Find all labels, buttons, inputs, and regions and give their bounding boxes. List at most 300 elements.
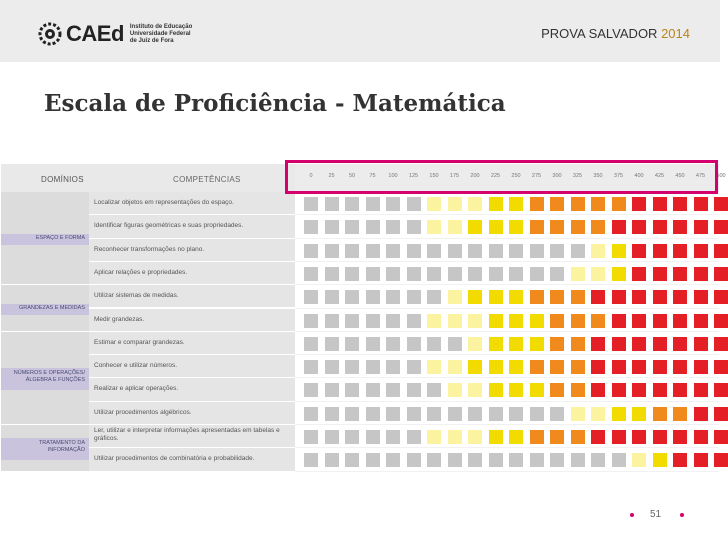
scale-cell — [386, 360, 400, 374]
scale-cell — [448, 197, 462, 211]
scale-cell — [304, 453, 318, 467]
scale-cell — [489, 267, 503, 281]
scale-cell — [325, 314, 339, 328]
scale-cell — [591, 267, 605, 281]
scale-cell — [407, 244, 421, 258]
scale-cell — [591, 290, 605, 304]
footer-dot — [630, 513, 634, 517]
scale-label: 25 — [328, 173, 335, 179]
scale-cell — [386, 337, 400, 351]
competencia-label: Medir grandezas. — [94, 315, 145, 323]
scale-cell — [550, 290, 564, 304]
scale-label: 500 — [716, 173, 726, 179]
domain-label: GRANDEZAS E MEDIDAS — [1, 304, 89, 316]
scale-label: 475 — [695, 173, 706, 179]
scale-cell — [612, 383, 626, 397]
scale-cell — [366, 220, 380, 234]
scale-cell — [632, 383, 646, 397]
slide-header — [0, 0, 720, 62]
scale-cell — [325, 383, 339, 397]
scale-cell — [345, 267, 359, 281]
scale-cell — [304, 360, 318, 374]
scale-cell — [612, 244, 626, 258]
row-divider — [295, 354, 719, 355]
scale-cell — [653, 220, 667, 234]
scale-cell — [386, 383, 400, 397]
scale-cell — [632, 244, 646, 258]
scale-cell — [468, 314, 482, 328]
scale-cell — [673, 337, 687, 351]
row-divider — [295, 284, 719, 285]
scale-cell — [714, 290, 728, 304]
scale-cell — [632, 407, 646, 421]
scale-cell — [325, 337, 339, 351]
scale-cell — [530, 337, 544, 351]
scale-cell — [714, 314, 728, 328]
scale-cell — [325, 197, 339, 211]
scale-cell — [530, 407, 544, 421]
scale-label: 300 — [552, 173, 562, 179]
scale-cell — [509, 360, 523, 374]
scale-cell — [673, 290, 687, 304]
scale-label: 325 — [572, 173, 583, 179]
scale-cell — [550, 407, 564, 421]
scale-cell — [468, 430, 482, 444]
scale-cell — [571, 290, 585, 304]
scale-cell — [366, 360, 380, 374]
scale-cell — [612, 290, 626, 304]
scale-cell — [612, 407, 626, 421]
row-divider — [295, 331, 719, 332]
scale-cell — [653, 267, 667, 281]
scale-cell — [489, 197, 503, 211]
scale-cell — [714, 220, 728, 234]
scale-cell — [653, 453, 667, 467]
scale-cell — [694, 314, 708, 328]
competencia-label: Utilizar sistemas de medidas. — [94, 292, 179, 300]
scale-cell — [366, 267, 380, 281]
scale-cell — [550, 244, 564, 258]
scale-cell — [653, 407, 667, 421]
scale-cell — [489, 220, 503, 234]
scale-cell — [489, 337, 503, 351]
scale-cell — [509, 314, 523, 328]
competencia-row — [89, 425, 295, 448]
scale-cell — [407, 314, 421, 328]
scale-cell — [345, 407, 359, 421]
competencia-row — [89, 215, 295, 238]
scale-cell — [407, 383, 421, 397]
scale-cell — [386, 430, 400, 444]
prova-label: PROVA SALVADOR 2014 — [541, 26, 690, 41]
scale-cell — [304, 197, 318, 211]
scale-cell — [468, 197, 482, 211]
scale-cell — [509, 220, 523, 234]
scale-cell — [489, 407, 503, 421]
scale-cell — [468, 220, 482, 234]
scale-cell — [530, 244, 544, 258]
scale-cell — [591, 430, 605, 444]
scale-cell — [407, 267, 421, 281]
scale-cell — [530, 430, 544, 444]
scale-cell — [714, 244, 728, 258]
scale-cell — [530, 290, 544, 304]
scale-cell — [530, 360, 544, 374]
scale-cell — [591, 407, 605, 421]
scale-cell — [673, 360, 687, 374]
scale-cell — [427, 430, 441, 444]
scale-cell — [653, 244, 667, 258]
scale-cell — [550, 337, 564, 351]
scale-cell — [653, 197, 667, 211]
scale-cell — [550, 453, 564, 467]
competencia-row — [89, 285, 295, 308]
scale-cell — [448, 337, 462, 351]
scale-cell — [591, 383, 605, 397]
scale-cell — [448, 430, 462, 444]
row-divider — [295, 214, 719, 215]
scale-cell — [407, 407, 421, 421]
scale-cell — [366, 244, 380, 258]
scale-cell — [632, 360, 646, 374]
scale-cell — [571, 244, 585, 258]
caed-logo — [38, 20, 192, 48]
scale-cell — [530, 453, 544, 467]
scale-cell — [571, 453, 585, 467]
scale-cell — [427, 453, 441, 467]
scale-cell — [653, 290, 667, 304]
scale-cell — [694, 337, 708, 351]
scale-cell — [345, 453, 359, 467]
scale-cell — [632, 267, 646, 281]
scale-cell — [673, 244, 687, 258]
scale-cell — [694, 360, 708, 374]
scale-cell — [591, 314, 605, 328]
scale-cell — [612, 197, 626, 211]
scale-cell — [386, 267, 400, 281]
scale-cell — [448, 290, 462, 304]
scale-cell — [571, 407, 585, 421]
scale-cell — [550, 267, 564, 281]
scale-cell — [407, 197, 421, 211]
scale-label: 175 — [449, 173, 460, 179]
competencia-label: Utilizar procedimentos algébricos. — [94, 408, 192, 416]
competencia-row — [89, 192, 295, 215]
scale-cell — [345, 197, 359, 211]
scale-cell — [366, 407, 380, 421]
scale-cell — [325, 360, 339, 374]
scale-cell — [612, 337, 626, 351]
scale-cell — [632, 453, 646, 467]
scale-cell — [366, 430, 380, 444]
scale-cell — [530, 197, 544, 211]
competencia-label: Ler, utilizar e interpretar informações apresentadas em tabelas e gráficos. — [94, 427, 280, 442]
competencia-label: Aplicar relações e propriedades. — [94, 268, 188, 276]
competencia-label: Reconhecer transformações no plano. — [94, 245, 205, 253]
scale-cell — [427, 220, 441, 234]
scale-cell — [530, 383, 544, 397]
scale-label: 125 — [408, 173, 419, 179]
scale-cell — [591, 197, 605, 211]
scale-cell — [304, 267, 318, 281]
scale-cell — [489, 244, 503, 258]
scale-cell — [407, 360, 421, 374]
scale-cell — [407, 430, 421, 444]
scale-cell — [714, 407, 728, 421]
scale-cell — [632, 290, 646, 304]
competencia-row — [89, 239, 295, 262]
scale-cell — [550, 383, 564, 397]
scale-cell — [407, 220, 421, 234]
scale-cell — [509, 244, 523, 258]
scale-cell — [366, 314, 380, 328]
scale-cell — [386, 453, 400, 467]
scale-cell — [550, 220, 564, 234]
scale-cell — [550, 360, 564, 374]
scale-cell — [673, 383, 687, 397]
domains-header: DOMÍNIOS — [41, 175, 84, 184]
logo-text: CAEd — [66, 21, 124, 46]
scale-cell — [632, 220, 646, 234]
scale-cell — [653, 360, 667, 374]
scale-cell — [304, 290, 318, 304]
domain-label: TRATAMENTO DA INFORMAÇÃO — [1, 438, 89, 460]
scale-cell — [509, 407, 523, 421]
scale-cell — [386, 290, 400, 304]
scale-cell — [386, 314, 400, 328]
scale-cell — [694, 244, 708, 258]
domain-label: NÚMEROS E OPERAÇÕES/ ÁLGEBRA E FUNÇÕES — [1, 368, 89, 390]
scale-cell — [571, 383, 585, 397]
scale-cell — [386, 407, 400, 421]
scale-cell — [694, 220, 708, 234]
competencia-label: Localizar objetos em representações do espaço. — [94, 199, 234, 206]
scale-cell — [571, 197, 585, 211]
scale-cell — [632, 337, 646, 351]
scale-highlight-box — [285, 160, 718, 194]
scale-cell — [530, 267, 544, 281]
scale-label: 200 — [470, 173, 480, 179]
scale-cell — [632, 430, 646, 444]
scale-cell — [345, 360, 359, 374]
table-header-left — [1, 164, 295, 192]
competencia-row — [89, 309, 295, 332]
competencia-row — [89, 262, 295, 285]
row-divider — [295, 308, 719, 309]
competencia-row — [89, 332, 295, 355]
scale-cell — [673, 267, 687, 281]
scale-label: 100 — [388, 173, 398, 179]
scale-cell — [345, 220, 359, 234]
scale-cell — [325, 220, 339, 234]
footer-dot — [680, 513, 684, 517]
scale-cell — [468, 337, 482, 351]
scale-cell — [427, 337, 441, 351]
scale-cell — [468, 360, 482, 374]
scale-cell — [714, 267, 728, 281]
scale-cell — [612, 314, 626, 328]
scale-label: 75 — [369, 173, 376, 179]
scale-cell — [673, 314, 687, 328]
scale-cell — [427, 244, 441, 258]
scale-cell — [571, 337, 585, 351]
scale-label: 450 — [675, 173, 685, 179]
scale-cell — [468, 383, 482, 397]
scale-cell — [509, 430, 523, 444]
scale-label: 425 — [654, 173, 665, 179]
scale-cell — [427, 360, 441, 374]
competencia-row — [89, 355, 295, 378]
scale-cell — [653, 430, 667, 444]
competencia-label: Realizar e aplicar operações. — [94, 385, 179, 393]
row-divider — [295, 401, 719, 402]
scale-label: 150 — [429, 173, 439, 179]
scale-cell — [489, 360, 503, 374]
scale-label: 225 — [490, 173, 501, 179]
gear-logo-icon — [38, 22, 62, 46]
slide-title: Escala de Proficiência - Matemática — [44, 90, 506, 117]
scale-cell — [427, 383, 441, 397]
competencia-label: Estimar e comparar grandezas. — [94, 338, 185, 346]
scale-cell — [612, 267, 626, 281]
scale-cell — [653, 337, 667, 351]
scale-cell — [427, 197, 441, 211]
scale-cell — [714, 360, 728, 374]
scale-cell — [530, 220, 544, 234]
scale-cell — [694, 407, 708, 421]
scale-cell — [509, 337, 523, 351]
scale-cell — [694, 430, 708, 444]
scale-cell — [345, 383, 359, 397]
scale-cell — [325, 290, 339, 304]
scale-cell — [448, 453, 462, 467]
competencia-row — [89, 448, 295, 471]
scale-cell — [509, 290, 523, 304]
scale-cell — [694, 383, 708, 397]
scale-cell — [407, 290, 421, 304]
scale-cell — [386, 197, 400, 211]
scale-cell — [304, 314, 318, 328]
scale-cell — [550, 314, 564, 328]
scale-cell — [571, 360, 585, 374]
scale-cell — [612, 220, 626, 234]
scale-cell — [530, 314, 544, 328]
scale-cell — [673, 430, 687, 444]
scale-cell — [386, 220, 400, 234]
scale-label: 400 — [634, 173, 644, 179]
scale-cell — [571, 430, 585, 444]
row-divider — [295, 238, 719, 239]
scale-cell — [325, 407, 339, 421]
scale-cell — [694, 267, 708, 281]
scale-cell — [366, 197, 380, 211]
scale-cell — [448, 360, 462, 374]
scale-cell — [345, 337, 359, 351]
page-number: 51 — [650, 509, 662, 520]
scale-cell — [304, 220, 318, 234]
scale-cell — [591, 244, 605, 258]
scale-cell — [304, 337, 318, 351]
scale-cell — [427, 267, 441, 281]
scale-cell — [714, 383, 728, 397]
scale-cell — [427, 314, 441, 328]
scale-cell — [653, 383, 667, 397]
scale-cell — [509, 197, 523, 211]
scale-cell — [591, 453, 605, 467]
row-divider — [295, 377, 719, 378]
competencia-row — [89, 378, 295, 401]
scale-cell — [571, 314, 585, 328]
scale-cell — [448, 407, 462, 421]
scale-cell — [509, 453, 523, 467]
scale-cell — [612, 453, 626, 467]
row-divider — [295, 447, 719, 448]
prova-year: 2014 — [661, 26, 690, 41]
scale-cell — [325, 430, 339, 444]
scale-cell — [673, 453, 687, 467]
scale-label: 250 — [511, 173, 521, 179]
scale-cell — [325, 244, 339, 258]
scale-cell — [427, 407, 441, 421]
scale-cell — [366, 337, 380, 351]
scale-cell — [345, 430, 359, 444]
scale-cell — [304, 244, 318, 258]
row-divider — [295, 261, 719, 262]
scale-cell — [509, 267, 523, 281]
scale-cell — [489, 430, 503, 444]
scale-cell — [468, 407, 482, 421]
scale-cell — [386, 244, 400, 258]
scale-cell — [427, 290, 441, 304]
competencia-label: Identificar figuras geométricas e suas propriedades. — [94, 222, 244, 230]
scale-label: 50 — [348, 173, 356, 179]
scale-cell — [448, 267, 462, 281]
scale-cell — [448, 383, 462, 397]
scale-label: 375 — [613, 173, 624, 179]
row-divider — [295, 471, 719, 472]
scale-cell — [325, 453, 339, 467]
scale-cell — [448, 314, 462, 328]
scale-label: 275 — [531, 173, 542, 179]
scale-cell — [673, 220, 687, 234]
scale-cell — [673, 197, 687, 211]
scale-cell — [489, 383, 503, 397]
scale-cell — [694, 290, 708, 304]
scale-cell — [407, 337, 421, 351]
scale-cell — [714, 197, 728, 211]
scale-cell — [345, 290, 359, 304]
scale-cell — [591, 337, 605, 351]
scale-cell — [304, 383, 318, 397]
scale-cell — [366, 383, 380, 397]
scale-cell — [550, 197, 564, 211]
scale-cell — [489, 314, 503, 328]
scale-cell — [591, 220, 605, 234]
scale-cell — [489, 290, 503, 304]
scale-cell — [407, 453, 421, 467]
scale-label: 0 — [309, 173, 313, 179]
scale-cell — [448, 220, 462, 234]
scale-cell — [571, 220, 585, 234]
domain-label: ESPAÇO E FORMA — [1, 234, 89, 246]
scale-cell — [571, 267, 585, 281]
scale-cell — [714, 430, 728, 444]
scale-cell — [612, 360, 626, 374]
scale-cell — [653, 314, 667, 328]
scale-cell — [304, 407, 318, 421]
scale-cell — [694, 197, 708, 211]
scale-cell — [591, 360, 605, 374]
